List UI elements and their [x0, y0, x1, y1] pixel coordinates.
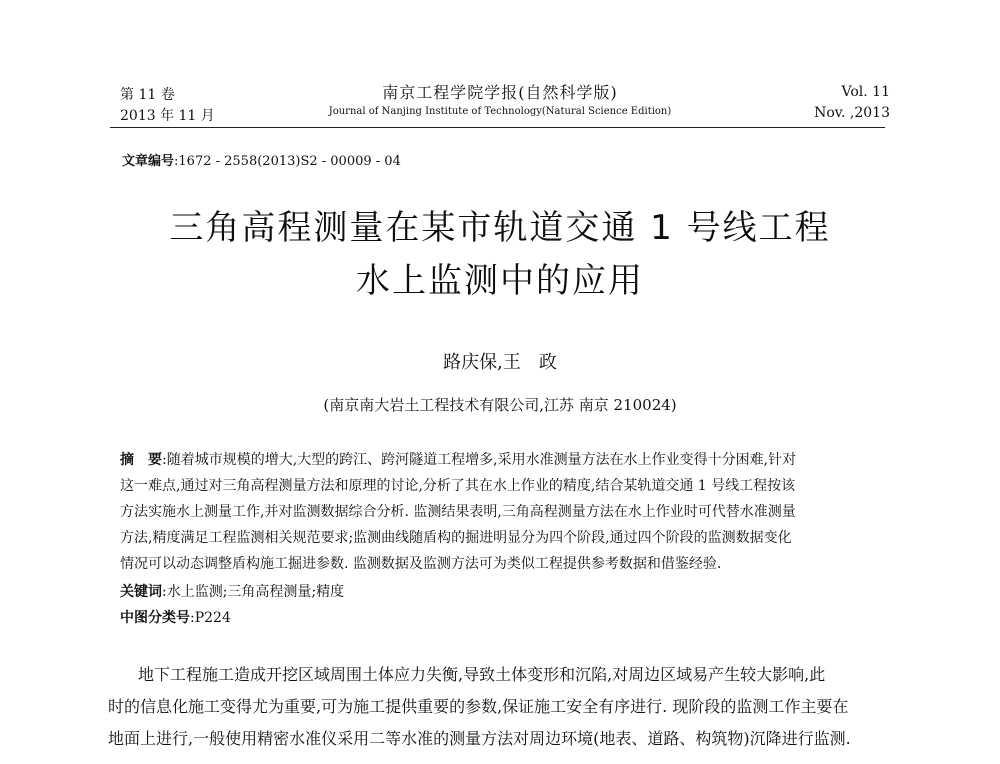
abstract-line-5: 情况可以动态调整盾构施工掘进参数. 监测数据及监测方法可为类似工程提供参考数据和借鉴经验. — [120, 556, 722, 572]
clc-label: 中图分类号 — [120, 610, 190, 626]
clc-value: :P224 — [190, 610, 231, 626]
abstract-line-3: 方法实施水上测量工作,并对监测数据综合分析. 监测结果表明,三角高程测量方法在水上作业时可代替水准测量 — [120, 504, 796, 520]
title-line-2: 水上监测中的应用 — [356, 261, 644, 301]
abstract-line-2: 这一难点,通过对三角高程测量方法和原理的讨论,分析了其在水上作业的精度,结合某轨道交通 1 号线工程按该 — [120, 478, 796, 494]
abstract-text-1: :随着城市规模的增大,大型的跨江、跨河隧道工程增多,采用水准测量方法在水上作业变得十分困难,针对 — [162, 452, 797, 468]
header-volume-cn: 第 11 卷 — [120, 87, 175, 103]
article-number-value: :1672 - 2558(2013)S2 - 00009 - 04 — [174, 154, 401, 169]
article-number — [122, 150, 401, 169]
body-line-2: 时的信息化施工变得尤为重要,可为施工提供重要的参数,保证施工安全有序进行. 现阶段的监测工作主要在 — [108, 697, 849, 716]
keywords — [120, 582, 880, 602]
keywords-value: :水上监测;三角高程测量;精度 — [162, 584, 345, 600]
abstract-line-1 — [120, 450, 880, 470]
header-volume-en: Vol. 11 — [841, 84, 890, 100]
body-line-3: 地面上进行,一般使用精密水准仪采用二等水准的测量方法对周边环境(地表、道路、构筑物)沉降进行监测. — [108, 729, 851, 748]
header-journal-cn: 南京工程学院学报(自然科学版) — [382, 83, 618, 102]
header-rule — [110, 127, 885, 128]
keywords-label: 关键词 — [120, 584, 162, 600]
body-line-1: 地下工程施工造成开挖区域周围土体应力失衡,导致土体变形和沉陷,对周边区域易产生较大影响,此 — [138, 665, 826, 684]
abstract-line-4: 方法,精度满足工程监测相关规范要求;监测曲线随盾构的掘进明显分为四个阶段,通过四个阶段的监测数据变化 — [120, 530, 792, 546]
title-line-1: 三角高程测量在某市轨道交通 1 号线工程 — [169, 208, 831, 248]
header-journal-en: Journal of Nanjing Institute of Technology(Natural Science Edition) — [328, 106, 672, 117]
article-number-label: 文章编号 — [122, 154, 175, 169]
clc-number — [120, 608, 880, 628]
affiliation: (南京南大岩土工程技术有限公司,江苏 南京 210024) — [323, 396, 677, 414]
header-date-en: Nov. ,2013 — [814, 105, 890, 121]
abstract-label: 摘 要 — [120, 452, 162, 468]
header-date-cn: 2013 年 11 月 — [120, 108, 215, 124]
authors: 路庆保,王 政 — [443, 352, 557, 373]
